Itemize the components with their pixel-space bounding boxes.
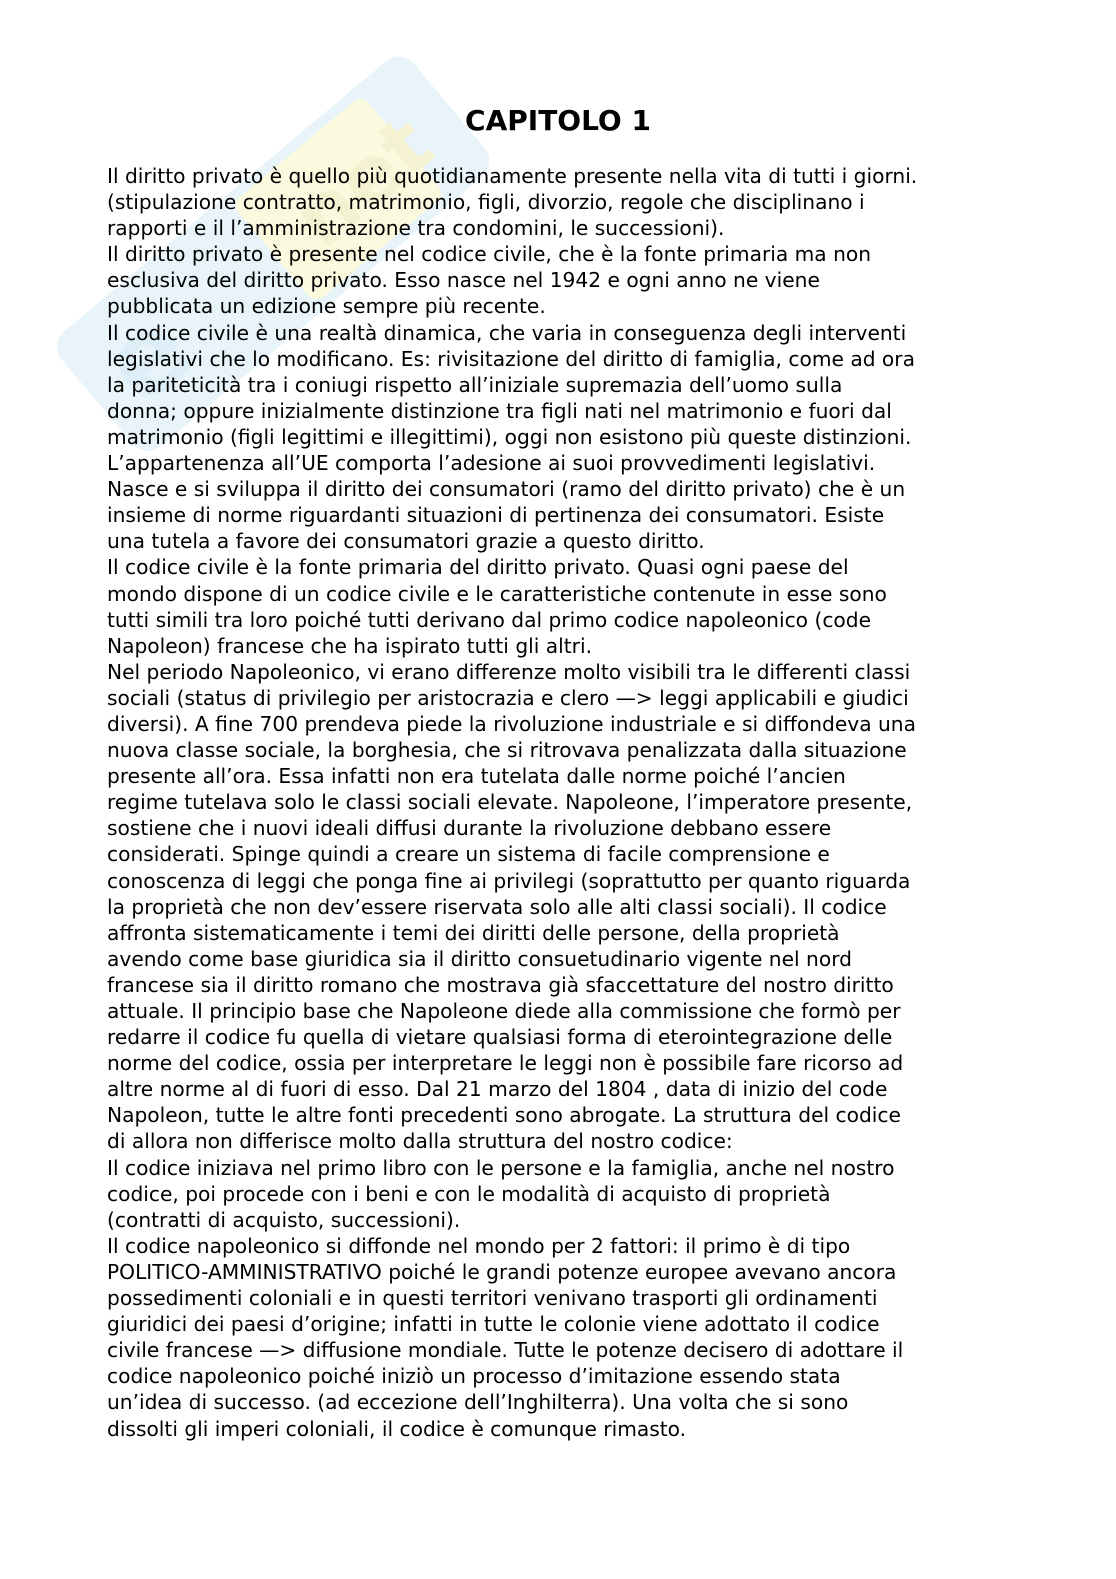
- text-line: di allora non differisce molto dalla struttura del nostro codice:: [107, 1129, 733, 1154]
- text-line: L’appartenenza all’UE comporta l’adesione ai suoi provvedimenti legislativi.: [107, 451, 876, 476]
- text-line: redarre il codice fu quella di vietare qualsiasi forma di eterointegrazione delle: [107, 1025, 893, 1050]
- text-line: tutti simili tra loro poiché tutti derivano dal primo codice napoleonico (code: [107, 607, 871, 632]
- page-title: CAPITOLO 1: [465, 104, 651, 137]
- text-line: legislativi che lo modificano. Es: rivisitazione del diritto di famiglia, come ad ora: [107, 346, 915, 371]
- text-line: la proprietà che non dev’essere riservata solo alle alti classi sociali). Il codice: [107, 894, 887, 919]
- text-line: codice napoleonico poiché iniziò un processo d’imitazione essendo stata: [107, 1364, 841, 1389]
- text-line: giuridici dei paesi d’origine; infatti in tutte le colonie viene adottato il codice: [107, 1312, 880, 1337]
- text-line: matrimonio (figli legittimi e illegittimi), oggi non esistono più queste distinzioni.: [107, 424, 912, 449]
- text-line: altre norme al di fuori di esso. Dal 21 marzo del 1804 , data di inizio del code: [107, 1077, 888, 1102]
- text-line: (stipulazione contratto, matrimonio, figli, divorzio, regole che disciplinano i: [107, 190, 865, 215]
- svg-text:e: e: [76, 283, 217, 430]
- text-line: Il codice civile è la fonte primaria del diritto privato. Quasi ogni paese del: [107, 555, 849, 580]
- text-line: Nel periodo Napoleonico, vi erano differenze molto visibili tra le differenti classi: [107, 659, 911, 684]
- text-line: francese sia il diritto romano che mostrava già sfaccettature del nostro diritto: [107, 972, 894, 997]
- body-text: [107, 163, 1017, 1442]
- text-line: diversi). A fine 700 prendeva piede la rivoluzione industriale e si diffondeva una: [107, 711, 916, 736]
- text-line: esclusiva del diritto privato. Esso nasce nel 1942 e ogni anno ne viene: [107, 268, 820, 293]
- text-line: regime tutelava solo le classi sociali elevate. Napoleone, l’imperatore presente,: [107, 790, 913, 815]
- text-line: sociali (status di privilegio per aristocrazia e clero —> leggi applicabili e giudici: [107, 685, 909, 710]
- text-line: Napoleon) francese che ha ispirato tutti gli altri.: [107, 633, 593, 658]
- text-line: una tutela a favore dei consumatori grazie a questo diritto.: [107, 529, 705, 554]
- text-line: Il diritto privato è quello più quotidianamente presente nella vita di tutti i giorni.: [107, 164, 918, 188]
- text-line: possedimenti coloniali e in questi territori venivano trasporti gli ordinamenti: [107, 1286, 878, 1311]
- text-line: presente all’ora. Essa infatti non era tutelata dalle norme poiché l’ancien: [107, 764, 846, 789]
- text-line: codice, poi procede con i beni e con le modalità di acquisto di proprietà: [107, 1181, 831, 1206]
- text-line: rapporti e il l’amministrazione tra condomini, le successioni).: [107, 216, 725, 241]
- text-line: sostiene che i nuovi ideali diffusi durante la rivoluzione debbano essere: [107, 816, 832, 841]
- text-line: Il codice iniziava nel primo libro con le persone e la famiglia, anche nel nostro: [107, 1155, 895, 1180]
- text-line: avendo come base giuridica sia il diritto consuetudinario vigente nel nord: [107, 946, 852, 971]
- text-line: Il diritto privato è presente nel codice civile, che è la fonte primaria ma non: [107, 242, 872, 267]
- text-line: POLITICO-AMMINISTRATIVO poiché le grandi potenze europee avevano ancora: [107, 1259, 897, 1284]
- svg-text:net: net: [275, 98, 450, 266]
- text-line: nuova classe sociale, la borghesia, che si ritrovava penalizzata dalla situazione: [107, 738, 907, 763]
- text-line: norme del codice, ossia per interpretare le leggi non è possibile fare ricorso ad: [107, 1051, 904, 1076]
- text-line: Il codice napoleonico si diffonde nel mondo per 2 fattori: il primo è di tipo: [107, 1233, 851, 1258]
- text-line: la pariteticità tra i coniugi rispetto all’iniziale supremazia dell’uomo sulla: [107, 372, 843, 397]
- text-line: donna; oppure inizialmente distinzione tra figli nati nel matrimonio e fuori dal: [107, 398, 892, 423]
- text-line: Il codice civile è una realtà dinamica, che varia in conseguenza degli interventi: [107, 320, 907, 345]
- text-line: (contratti di acquisto, successioni).: [107, 1207, 461, 1232]
- text-line: considerati. Spinge quindi a creare un sistema di facile comprensione e: [107, 842, 830, 867]
- text-line: pubblicata un edizione sempre più recente.: [107, 294, 546, 319]
- text-line: Nasce e si sviluppa il diritto dei consumatori (ramo del diritto privato) che è un: [107, 477, 906, 502]
- text-line: Napoleon, tutte le altre fonti precedenti sono abrogate. La struttura del codice: [107, 1103, 901, 1128]
- text-line: un’idea di successo. (ad eccezione dell’Inghilterra). Una volta che si sono: [107, 1390, 849, 1415]
- text-line: insieme di norme riguardanti situazioni di pertinenza dei consumatori. Esiste: [107, 503, 885, 528]
- text-line: dissolti gli imperi coloniali, il codice è comunque rimasto.: [107, 1416, 687, 1441]
- text-line: mondo dispone di un codice civile e le caratteristiche contenute in esse sono: [107, 581, 887, 606]
- text-line: conoscenza di leggi che ponga fine ai privilegi (soprattutto per quanto riguarda: [107, 868, 911, 893]
- text-line: civile francese —> diffusione mondiale. Tutte le potenze decisero di adottare il: [107, 1338, 904, 1363]
- text-line: attuale. Il principio base che Napoleone diede alla commissione che formò per: [107, 999, 901, 1023]
- text-line: affronta sistematicamente i temi dei diritti delle persone, della proprietà: [107, 920, 840, 945]
